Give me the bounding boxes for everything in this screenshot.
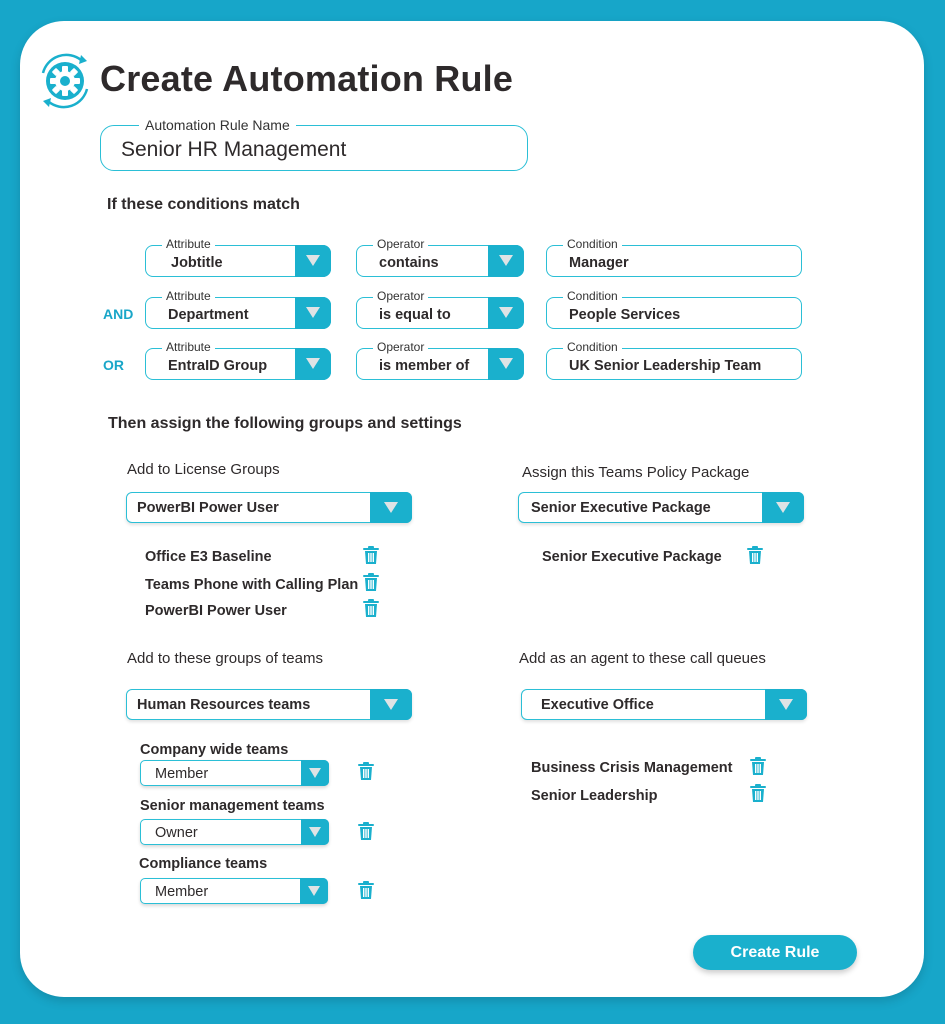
chevron-down-icon[interactable] [370, 492, 412, 523]
operator-value: is member of [379, 358, 470, 374]
attribute-select-1[interactable] [145, 237, 331, 277]
rule-name-legend: Automation Rule Name [139, 117, 296, 133]
operator-value: contains [379, 255, 439, 271]
page-title: Create Automation Rule [100, 58, 514, 99]
policy-package-select[interactable] [518, 492, 804, 523]
attribute-legend: Attribute [162, 341, 215, 354]
team-role-value: Owner [155, 825, 198, 841]
attribute-value: Jobtitle [171, 255, 223, 271]
team-role-value: Member [155, 884, 209, 900]
operator-select-3[interactable] [356, 340, 524, 380]
chevron-down-icon[interactable] [370, 689, 412, 720]
trash-icon[interactable] [357, 822, 375, 841]
condition-legend: Condition [563, 341, 622, 354]
team-role-select[interactable] [140, 760, 329, 786]
trash-icon[interactable] [749, 784, 767, 803]
team-group-name: Senior management teams [140, 798, 325, 814]
condition-value: UK Senior Leadership Team [569, 358, 762, 374]
condition-input-3[interactable] [546, 340, 802, 380]
conditions-heading: If these conditions match [107, 196, 300, 213]
trash-icon[interactable] [362, 573, 380, 592]
operator-select-2[interactable] [356, 289, 524, 329]
policy-package-label: Assign this Teams Policy Package [522, 464, 750, 481]
policy-item: Senior Executive Package [542, 549, 722, 565]
license-group-selected: PowerBI Power User [137, 500, 279, 516]
condition-value: Manager [569, 255, 629, 271]
license-item: Office E3 Baseline [145, 549, 272, 565]
rule-name-field[interactable] [100, 117, 528, 171]
call-queue-item: Business Crisis Management [531, 760, 733, 776]
attribute-legend: Attribute [162, 290, 215, 303]
operator-legend: Operator [373, 341, 428, 354]
trash-icon[interactable] [357, 881, 375, 900]
chevron-down-icon[interactable] [488, 348, 524, 380]
logic-operator-or[interactable]: OR [103, 357, 124, 373]
chevron-down-icon[interactable] [295, 348, 331, 380]
team-group-select[interactable] [126, 689, 412, 720]
call-queue-item: Senior Leadership [531, 788, 658, 804]
license-item: PowerBI Power User [145, 603, 287, 619]
chevron-down-icon[interactable] [300, 878, 328, 904]
rule-name-value: Senior HR Management [121, 138, 347, 161]
trash-icon[interactable] [357, 762, 375, 781]
attribute-legend: Attribute [162, 238, 215, 251]
chevron-down-icon[interactable] [295, 297, 331, 329]
assign-heading: Then assign the following groups and settings [108, 415, 462, 432]
operator-legend: Operator [373, 290, 428, 303]
team-role-select[interactable] [140, 878, 328, 904]
trash-icon[interactable] [362, 599, 380, 618]
trash-icon[interactable] [749, 757, 767, 776]
trash-icon[interactable] [362, 546, 380, 565]
attribute-value: Department [168, 307, 249, 323]
logic-operator-and[interactable]: AND [103, 306, 134, 322]
team-groups-label: Add to these groups of teams [127, 650, 323, 667]
call-queue-selected: Executive Office [541, 697, 654, 713]
condition-legend: Condition [563, 238, 622, 251]
condition-value: People Services [569, 307, 681, 323]
chevron-down-icon[interactable] [301, 819, 329, 845]
attribute-value: EntraID Group [168, 358, 268, 374]
operator-select-1[interactable] [356, 237, 524, 277]
create-rule-button[interactable]: Create Rule [693, 935, 857, 970]
chevron-down-icon[interactable] [762, 492, 804, 523]
team-role-select[interactable] [140, 819, 329, 845]
chevron-down-icon[interactable] [765, 689, 807, 720]
condition-legend: Condition [563, 290, 622, 303]
gear-sync-icon [33, 49, 97, 113]
operator-value: is equal to [379, 307, 451, 323]
chevron-down-icon[interactable] [488, 245, 524, 277]
call-queue-select[interactable] [521, 689, 807, 720]
chevron-down-icon[interactable] [295, 245, 331, 277]
team-group-name: Compliance teams [139, 856, 268, 872]
attribute-select-2[interactable] [145, 289, 331, 329]
license-item: Teams Phone with Calling Plan [145, 577, 359, 593]
condition-input-2[interactable] [546, 289, 802, 329]
team-group-name: Company wide teams [140, 742, 289, 758]
condition-input-1[interactable] [546, 237, 802, 277]
trash-icon[interactable] [746, 546, 764, 565]
call-queues-label: Add as an agent to these call queues [519, 650, 766, 667]
team-role-value: Member [155, 766, 209, 782]
attribute-select-3[interactable] [145, 340, 331, 380]
operator-legend: Operator [373, 238, 428, 251]
chevron-down-icon[interactable] [301, 760, 329, 786]
team-group-selected: Human Resources teams [137, 697, 311, 713]
license-groups-label: Add to License Groups [127, 461, 280, 478]
license-group-select[interactable] [126, 492, 412, 523]
chevron-down-icon[interactable] [488, 297, 524, 329]
policy-package-selected: Senior Executive Package [531, 500, 711, 516]
